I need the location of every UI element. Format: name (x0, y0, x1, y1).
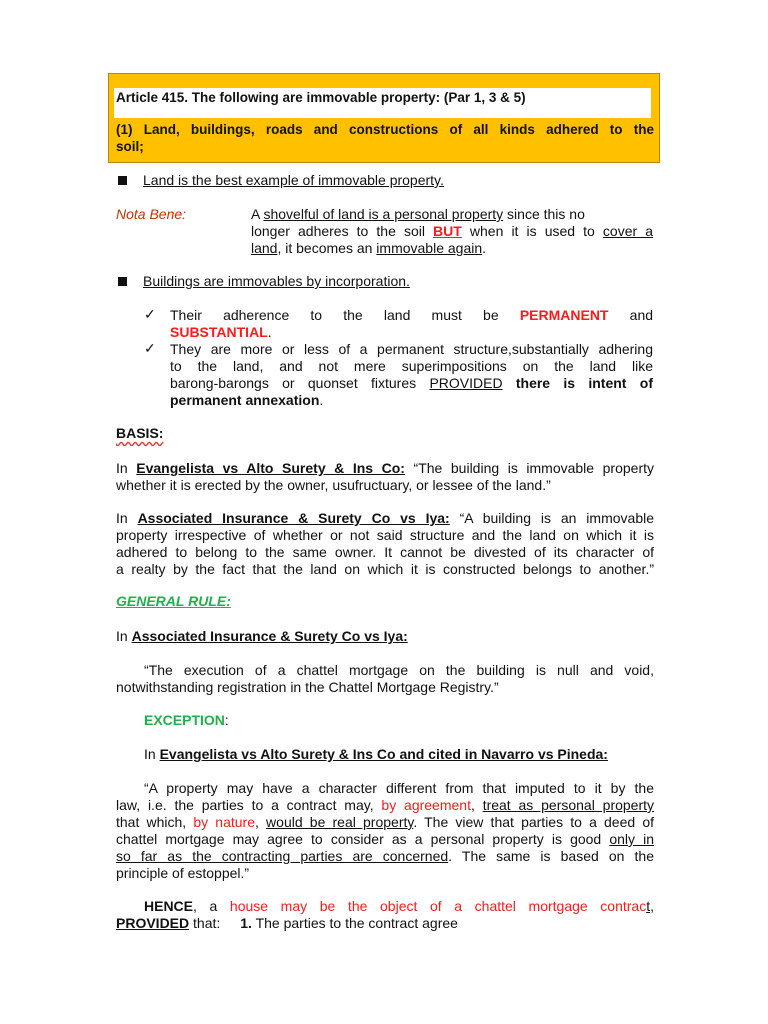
checkmark-icon: ✓ (144, 306, 156, 322)
case3-quote2: notwithstanding registration in the Chattel Mortgage Registry.” (116, 679, 499, 695)
basis-heading: BASIS: (116, 425, 164, 441)
check2-line1: They are more or less of a permanent structure,substantially adhering (170, 341, 653, 357)
case1-line1: In Evangelista vs Alto Surety & Ins Co: “The building is immovable property (116, 460, 655, 476)
article-header-box (108, 73, 660, 163)
property-line4: chattel mortgage may agree to consider as a personal property is good only in (116, 831, 655, 847)
nota-bene-label: Nota Bene: (116, 206, 187, 222)
nota-bene-line3: land, it becomes an immovable again. (251, 240, 487, 256)
property-line3: that which, by nature, would be real property. The view that parties to a deed of (116, 814, 654, 830)
hence-line1: HENCE, a house may be the object of a chattel mortgage contract, (144, 898, 654, 914)
general-rule-heading: GENERAL RULE: (116, 593, 231, 609)
case3-quote1: “The execution of a chattel mortgage on the building is null and void, (144, 662, 654, 678)
case2-line2: property irrespective of whether or not said structure and the land on which it is (116, 527, 654, 543)
check2-line2: to the land, and not mere superimpositions on the land like (170, 358, 653, 374)
property-line2: law, i.e. the parties to a contract may, by agreement, treat as personal property (116, 797, 655, 813)
check1-line1: Their adherence to the land must be PERMANENT and (170, 307, 654, 323)
check1-line2: SUBSTANTIAL. (170, 324, 272, 340)
bullet-land: Land is the best example of immovable property. (143, 172, 444, 188)
nota-bene-line1: A shovelful of land is a personal property since this no (251, 206, 585, 222)
article-para1-line1: (1) Land, buildings, roads and constructions of all kinds adhered to the (116, 122, 654, 137)
case1-line2: whether it is erected by the owner, usufructuary, or lessee of the land.” (116, 477, 551, 493)
checkmark-icon: ✓ (144, 340, 156, 356)
property-line5: so far as the contracting parties are concerned. The same is based on the (116, 848, 655, 864)
case2-line4: a realty by the fact that the land on which it is constructed belongs to another.” (116, 561, 654, 577)
check2-line3: barong-barongs or quonset fixtures PROVIDED there is intent of (170, 375, 653, 391)
article-para1-line2: soil; (116, 139, 144, 154)
case3-line: In Associated Insurance & Surety Co vs Iya: (116, 628, 408, 644)
case2-line3: adhered to belong to the same owner. It cannot be divested of its character of (116, 544, 654, 560)
hence-line2: PROVIDED that: 1. The parties to the contract agree (116, 915, 458, 931)
case2-line1: In Associated Insurance & Surety Co vs Iya: “A building is an immovable (116, 510, 654, 526)
exception-heading: EXCEPTION: (144, 712, 229, 728)
property-line6: principle of estoppel.” (116, 865, 250, 881)
square-bullet-icon (118, 176, 127, 185)
square-bullet-icon (118, 277, 127, 286)
article-title: Article 415. The following are immovable property: (Par 1, 3 & 5) (116, 90, 526, 105)
case4-line: In Evangelista vs Alto Surety & Ins Co and cited in Navarro vs Pineda: (144, 746, 608, 762)
check2-line4: permanent annexation. (170, 392, 324, 408)
bullet-buildings: Buildings are immovables by incorporation. (143, 273, 410, 289)
property-line1: “A property may have a character different from that imputed to it by the (144, 780, 654, 796)
nota-bene-line2: longer adheres to the soil BUT when it is used to cover a (251, 223, 654, 239)
